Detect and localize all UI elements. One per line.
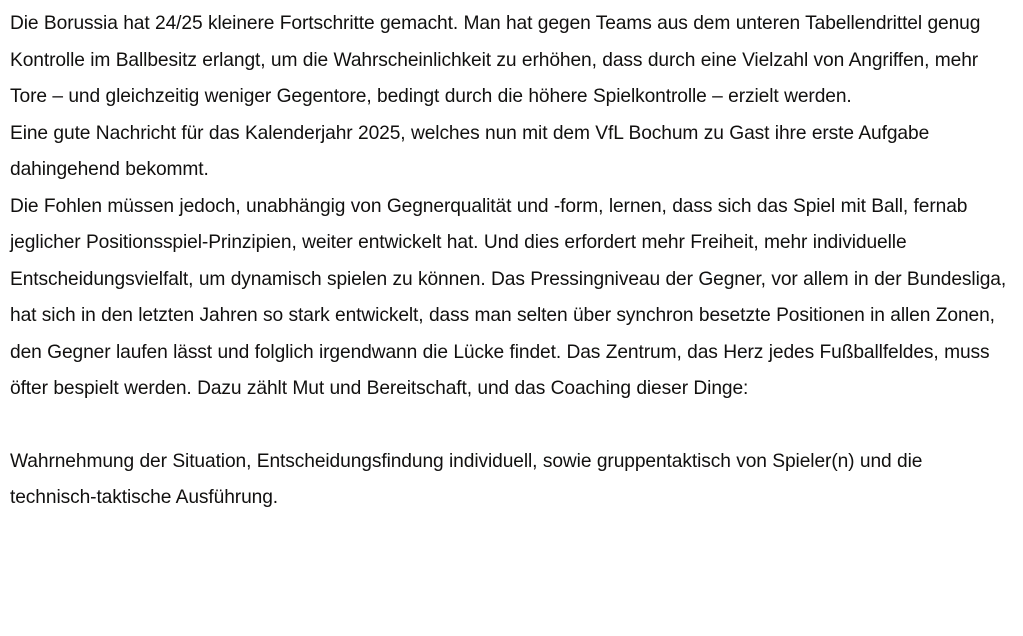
paragraph-1: Die Borussia hat 24/25 kleinere Fortschritte gemacht. Man hat gegen Teams aus dem unteren Tabellendrittel genug Kontrolle im Ballbesitz erlangt, um die Wahrscheinlichkeit zu erhöhen, dass durch eine Vielzahl von Angriffen, mehr Tore – und gleichzeitig weniger Gegentore, bedingt durch die höhere Spielkontrolle – erzielt werden. [10,13,981,107]
paragraph-2: Eine gute Nachricht für das Kalenderjahr 2025, welches nun mit dem VfL Bochum zu Gast ihre erste Aufgabe dahingehend bekommt. [10,122,930,180]
paragraph-3: Die Fohlen müssen jedoch, unabhängig von Gegnerqualität und -form, lernen, dass sich das Spiel mit Ball, fernab jeglicher Positionsspiel-Prinzipien, weiter entwickelt hat. Und dies erfordert mehr Freiheit, mehr individuelle Entscheidungsvielfalt, um dynamisch spielen zu können. Das Pressingniveau der Gegner, vor allem in der Bundesliga, hat sich in den letzten Jahren so stark entwickelt, dass man selten über synchron besetzte Positionen in allen Zonen, den Gegner laufen lässt und folglich irgendwann die Lücke findet. Das Zentrum, das Herz jedes Fußballfeldes, muss öfter bespielt werden. Dazu zählt Mut und Bereitschaft, und das Coaching dieser Dinge: [10,195,1007,399]
paragraph-4: Wahrnehmung der Situation, Entscheidungsfindung individuell, sowie gruppentaktisch von Spieler(n) und die technisch-taktische Ausführung. [10,450,923,508]
paragraph-spacer [10,408,1009,444]
